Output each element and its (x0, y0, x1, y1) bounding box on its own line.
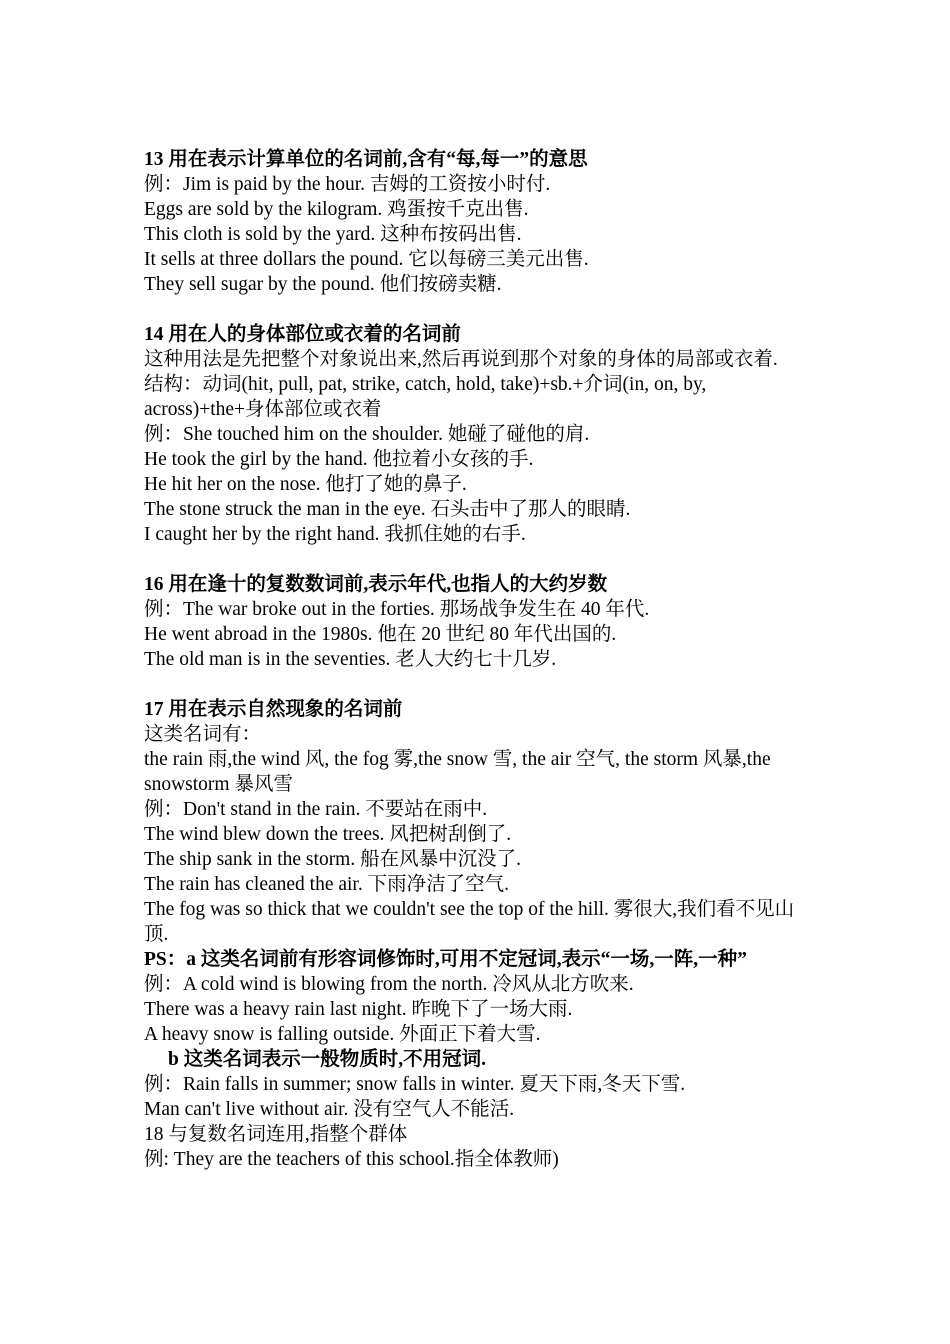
section-spacer (144, 672, 814, 697)
section-17-line: the rain 雨,the wind 风, the fog 雾,the snow 雪, the air 空气, the storm 风暴,the snowstorm 暴风雪 (144, 749, 771, 795)
section-13-line: They sell sugar by the pound. 他们按磅卖糖. (144, 274, 502, 295)
ps-a-line: 例：A cold wind is blowing from the north. 冷风从北方吹来. (144, 974, 634, 995)
section-14-line: He took the girl by the hand. 他拉着小女孩的手. (144, 449, 534, 470)
section-14-line: 这种用法是先把整个对象说出来,然后再说到那个对象的身体的局部或衣着. (144, 349, 778, 370)
section-16-line: He went abroad in the 1980s. 他在 20 世纪 80 年代出国的. (144, 624, 617, 645)
ps-a-note: PS：a 这类名词前有形容词修饰时,可用不定冠词,表示“一场,一阵,一种” (144, 949, 747, 970)
ps-b-line: Man can't live without air. 没有空气人不能活. (144, 1099, 515, 1120)
ps-b-line: 例：Rain falls in summer; snow falls in winter. 夏天下雨,冬天下雪. (144, 1074, 686, 1095)
section-17-line: The ship sank in the storm. 船在风暴中沉没了. (144, 849, 521, 870)
section-spacer (144, 547, 814, 572)
section-13-line: Eggs are sold by the kilogram. 鸡蛋按千克出售. (144, 199, 529, 220)
section-13-line: This cloth is sold by the yard. 这种布按码出售. (144, 224, 522, 245)
section-17-line: 这类名词有： (144, 724, 262, 745)
section-spacer (144, 297, 814, 322)
section-16-line: The old man is in the seventies. 老人大约七十几岁. (144, 649, 557, 670)
section-17-line: The wind blew down the trees. 风把树刮倒了. (144, 824, 512, 845)
document-page (144, 147, 814, 1172)
section-14-line: 例：She touched him on the shoulder. 她碰了碰他的肩. (144, 424, 590, 445)
section-17-line: The fog was so thick that we couldn't see the top of the hill. 雾很大,我们看不见山顶. (144, 899, 795, 945)
ps-a-line: There was a heavy rain last night. 昨晚下了一场大雨. (144, 999, 573, 1020)
section-14-heading: 14 用在人的身体部位或衣着的名词前 (144, 324, 461, 345)
section-17-line: The rain has cleaned the air. 下雨净洁了空气. (144, 874, 509, 895)
section-14-line: 结构：动词(hit, pull, pat, strike, catch, hold, take)+sb.+介词(in, on, by, across)+the+身体部位或衣着 (144, 374, 707, 420)
section-16-heading: 16 用在逢十的复数数词前,表示年代,也指人的大约岁数 (144, 574, 608, 595)
section-16-line: 例：The war broke out in the forties. 那场战争发生在 40 年代. (144, 599, 650, 620)
section-18-heading: 18 与复数名词连用,指整个群体 (144, 1124, 408, 1145)
section-17-line: 例：Don't stand in the rain. 不要站在雨中. (144, 799, 488, 820)
section-13-line: 例：Jim is paid by the hour. 吉姆的工资按小时付. (144, 174, 551, 195)
section-13-heading: 13 用在表示计算单位的名词前,含有“每,每一”的意思 (144, 149, 588, 170)
ps-b-note: b 这类名词表示一般物质时,不用冠词. (168, 1049, 486, 1070)
section-18-line: 例: They are the teachers of this school.指全体教师) (144, 1149, 559, 1170)
section-14-line: The stone struck the man in the eye. 石头击中了那人的眼睛. (144, 499, 631, 520)
section-13-line: It sells at three dollars the pound. 它以每磅三美元出售. (144, 249, 589, 270)
section-14-line: He hit her on the nose. 他打了她的鼻子. (144, 474, 467, 495)
section-17-heading: 17 用在表示自然现象的名词前 (144, 699, 403, 720)
section-14-line: I caught her by the right hand. 我抓住她的右手. (144, 524, 526, 545)
ps-a-line: A heavy snow is falling outside. 外面正下着大雪. (144, 1024, 541, 1045)
